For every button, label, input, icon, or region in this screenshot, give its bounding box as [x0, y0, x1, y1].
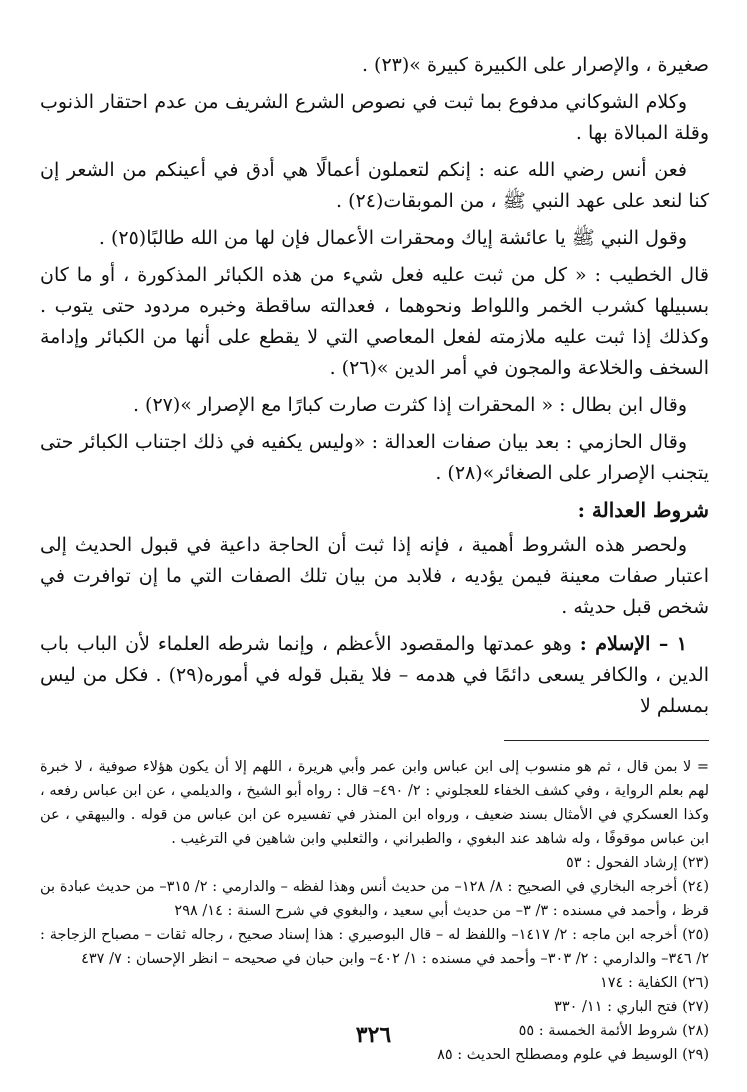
footnote: (٢٨) شروط الأئمة الخمسة : ٥٥ — [518, 1023, 709, 1039]
section-heading: شروط العدالة : — [577, 498, 709, 522]
footnote: (٢٥) أخرجه ابن ماجه : ٢/ ١٤١٧– واللفظ له – قال البوصيري : هذا إسناد صحيح ، رجاله ثقات – مصباح الزجاجة : ٢/ ٣٤٦– والدارمي : ٢/ ٣٠٣– وأحمد في مسنده : ١/ ٤٠٢– وابن حبان في صحيحه – انظر الإحسان : ٧/ ٤٣٧ — [40, 927, 710, 967]
paragraph: فعن أنس رضي الله عنه : إنكم لتعملون أعمالًا هي أدق في أعينكم من الشعر إن كنا لنعد على عهد النبي ﷺ ، من الموبقات(٢٤) . — [40, 159, 709, 212]
paragraph: وقال ابن بطال : « المحقرات إذا كثرت صارت كبارًا مع الإصرار »(٢٧) . — [132, 394, 687, 416]
page-number: ٣٢٦ — [355, 1022, 392, 1048]
footnote: (٢٤) أخرجه البخاري في الصحيح : ٨/ ١٢٨– من حديث أنس وهذا لفظه – والدارمي : ٢/ ٣١٥– من حديث عبادة بن قرظ ، وأحمد في مسنده : ٣/ ٣– من حديث أبي سعيد ، والبغوي في شرح السنة : ١٤/ ٢٩٨ — [40, 879, 710, 919]
paragraph: صغيرة ، والإصرار على الكبيرة كبيرة »(٢٣) . — [361, 54, 709, 76]
paragraph: قال الخطيب : « كل من ثبت عليه فعل شيء من هذه الكبائر المذكورة ، أو ما كان بسبيلها كشرب الخمر واللواط ونحوهما ، فعدالته ساقطة وخبره مردود حتى يتوب . وكذلك إذا ثبت عليه ملازمته لفعل المعاصي التي لا يقطع على أنها من الكبائر وإدامة السخف والخلاعة والمجون في أمر الدين »(٢٦) . — [40, 264, 709, 379]
footnote: (٢٩) الوسيط في علوم ومصطلح الحديث : ٨٥ — [437, 1047, 709, 1063]
paragraph: وقول النبي ﷺ يا عائشة إياك ومحقرات الأعمال فإن لها من الله طالبًا(٢٥) . — [98, 227, 687, 249]
main-text — [40, 50, 709, 722]
footnote: = لا بمن قال ، ثم هو منسوب إلى ابن عباس وابن عمر وأبي هريرة ، اللهم إلا أن يكون هؤلاء صوفية ، لا خبرة لهم بعلم الرواية ، وفي كشف الخفاء للعجلوني : ٢/ ٤٩٠– قال : رواه أبو الشيخ ، والديلمي ، عن ابن عباس رفعه ، وكذا العسكري في الأمثال بسند ضعيف ، ورواه ابن المنذر في تفسيره عن ابن عباس من قوله . والبيهقي ، عن ابن عباس موقوفًا ، وله شاهد عند البغوي ، والطبراني ، والثعلبي وابن شاهين في الترغيب . — [40, 759, 709, 847]
footnote-divider — [504, 740, 709, 741]
paragraph: وكلام الشوكاني مدفوع بما ثبت في نصوص الشرع الشريف من عدم احتقار الذنوب وقلة المبالاة بها . — [40, 91, 709, 144]
footnotes — [40, 755, 709, 1067]
paragraph: وقال الحازمي : بعد بيان صفات العدالة : «وليس يكفيه في ذلك اجتناب الكبائر حتى يتجنب الإصرار على الصغائر»(٢٨) . — [40, 431, 709, 484]
paragraph: ولحصر هذه الشروط أهمية ، فإنه إذا ثبت أن الحاجة داعية في قبول الحديث إلى اعتبار صفات معينة فيمن يؤديه ، فلابد من بيان تلك الصفات التي ما إن توافرت في شخص قبل حديثه . — [40, 534, 709, 618]
footnote: (٢٦) الكفاية : ١٧٤ — [599, 975, 709, 991]
islam-paragraph — [40, 629, 709, 722]
islam-text: وهو عمدتها والمقصود الأعظم ، وإنما شرطه العلماء لأن الباب باب الدين ، والكافر يسعى دائمًا في هدمه – فلا يقبل قوله في أموره(٢٩) . فكل من ليس بمسلم لا — [40, 633, 709, 717]
footnote: (٢٣) إرشاد الفحول : ٥٣ — [565, 855, 709, 871]
footnote: (٢٧) فتح الباري : ١١/ ٣٣٠ — [554, 999, 709, 1015]
islam-label: ١ – الإسلام : — [579, 633, 687, 655]
